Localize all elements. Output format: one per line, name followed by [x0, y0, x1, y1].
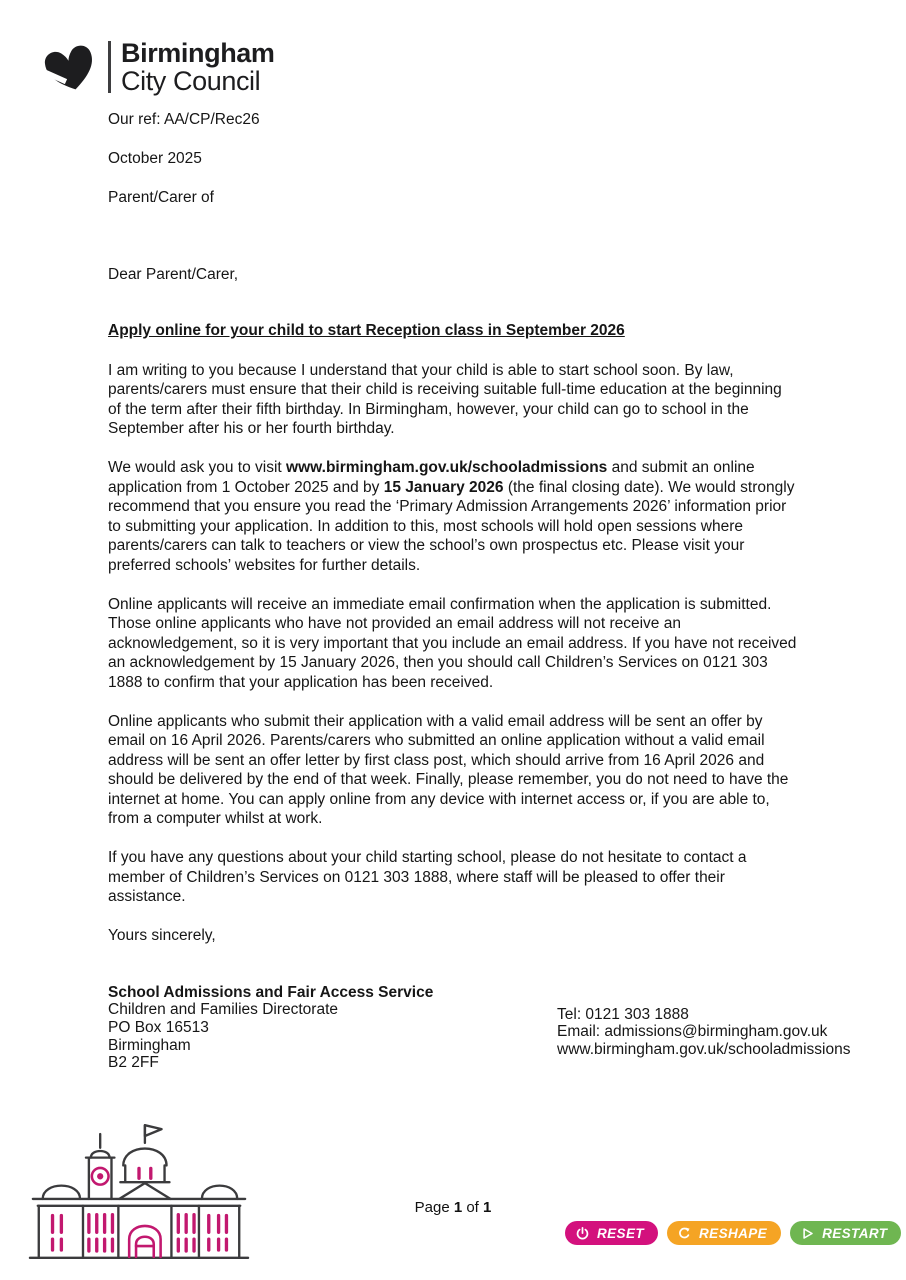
contact-tel: Tel: 0121 303 1888 — [557, 1005, 689, 1023]
date-line: October 2025 — [108, 150, 202, 167]
letterhead — [40, 38, 275, 96]
power-icon — [575, 1226, 590, 1241]
control-buttons — [565, 1221, 901, 1245]
play-icon — [800, 1226, 815, 1241]
reshape-button[interactable] — [667, 1221, 781, 1245]
signature-section — [108, 983, 851, 1073]
restart-button[interactable] — [790, 1221, 901, 1245]
logo-org-name: Birmingham — [121, 38, 275, 68]
letter-content — [108, 110, 851, 1072]
reshape-label: RESHAPE — [699, 1225, 768, 1241]
council-house-illustration — [26, 1120, 252, 1266]
paragraph-2: We would ask you to visit www.birmingham.gov.uk/schooladmissions and submit an online application from 1 October 2025 and by 15 January 2026 (the final closing date). We would strongly recommend that you ensure you read the ‘Primary Admission Arrangements 2026’ information prior to submitting your application. In addition to this, most schools will hold open sessions where parents/carers can talk to teachers or view the school’s own prospectus etc. Please visit your preferred schools’ websites for further details. — [108, 459, 795, 574]
logo-org-type: City Council — [121, 66, 261, 96]
contact-website: www.birmingham.gov.uk/schooladmissions — [557, 1040, 851, 1058]
logo-text — [121, 39, 275, 95]
salutation: Dear Parent/Carer, — [108, 265, 239, 283]
contact-details-block — [557, 1006, 850, 1059]
reset-button[interactable] — [565, 1221, 658, 1245]
sender-directorate: Children and Families Directorate — [108, 1001, 339, 1019]
sender-city: Birmingham — [108, 1036, 191, 1054]
closing-line: Yours sincerely, — [108, 927, 216, 944]
reshape-refresh-icon — [677, 1226, 692, 1241]
sender-postcode: B2 2FF — [108, 1054, 159, 1072]
reset-label: RESET — [597, 1225, 645, 1241]
sender-po-box: PO Box 16513 — [108, 1018, 209, 1036]
paragraph-3: Online applicants will receive an immediate email confirmation when the application is submitted. Those online applicants who have not provided an email address will not receive an acknowledgement, so it is very important that you include an email address. If you have not received an acknowledgement by 15 January 2026, then you should call Children’s Services on 0121 303 1888 to confirm that your application has been received. — [108, 595, 797, 691]
paragraph-5: If you have any questions about your child starting school, please do not hesitate to contact a member of Children’s Services on 0121 303 1888, where staff will be pleased to offer their assistance. — [108, 849, 747, 905]
sender-department: School Admissions and Fair Access Service — [108, 983, 434, 1001]
restart-label: RESTART — [822, 1225, 888, 1241]
logo-divider — [108, 41, 111, 93]
paragraph-1: I am writing to you because I understand that your child is able to start school soon. By law, parents/carers must ensure that their child is receiving suitable full-time education at the beginning of the term after their fifth birthday. In Birmingham, however, your child can go to school in the September after his or her fourth birthday. — [108, 361, 782, 437]
contact-email: Email: admissions@birmingham.gov.uk — [557, 1023, 828, 1041]
page-number: Page 1 of 1 — [414, 1199, 492, 1216]
birmingham-heart-logo-icon — [40, 38, 100, 96]
paragraph-4: Online applicants who submit their application with a valid email address will be sent an offer by email on 16 April 2026. Parents/carers who submitted an online application without a valid email address will be sent an offer letter by first class post, which should arrive from 16 April 2026 and should be delivered by the end of that week. Finally, please remember, you do not need to have the internet at home. You can apply online from any device with internet access or, if you are able to, from a computer whilst at work. — [108, 712, 789, 827]
addressee-line: Parent/Carer of — [108, 189, 214, 206]
subject-heading: Apply online for your child to start Reception class in September 2026 — [108, 322, 625, 339]
reference-line: Our ref: AA/CP/Rec26 — [108, 111, 260, 128]
